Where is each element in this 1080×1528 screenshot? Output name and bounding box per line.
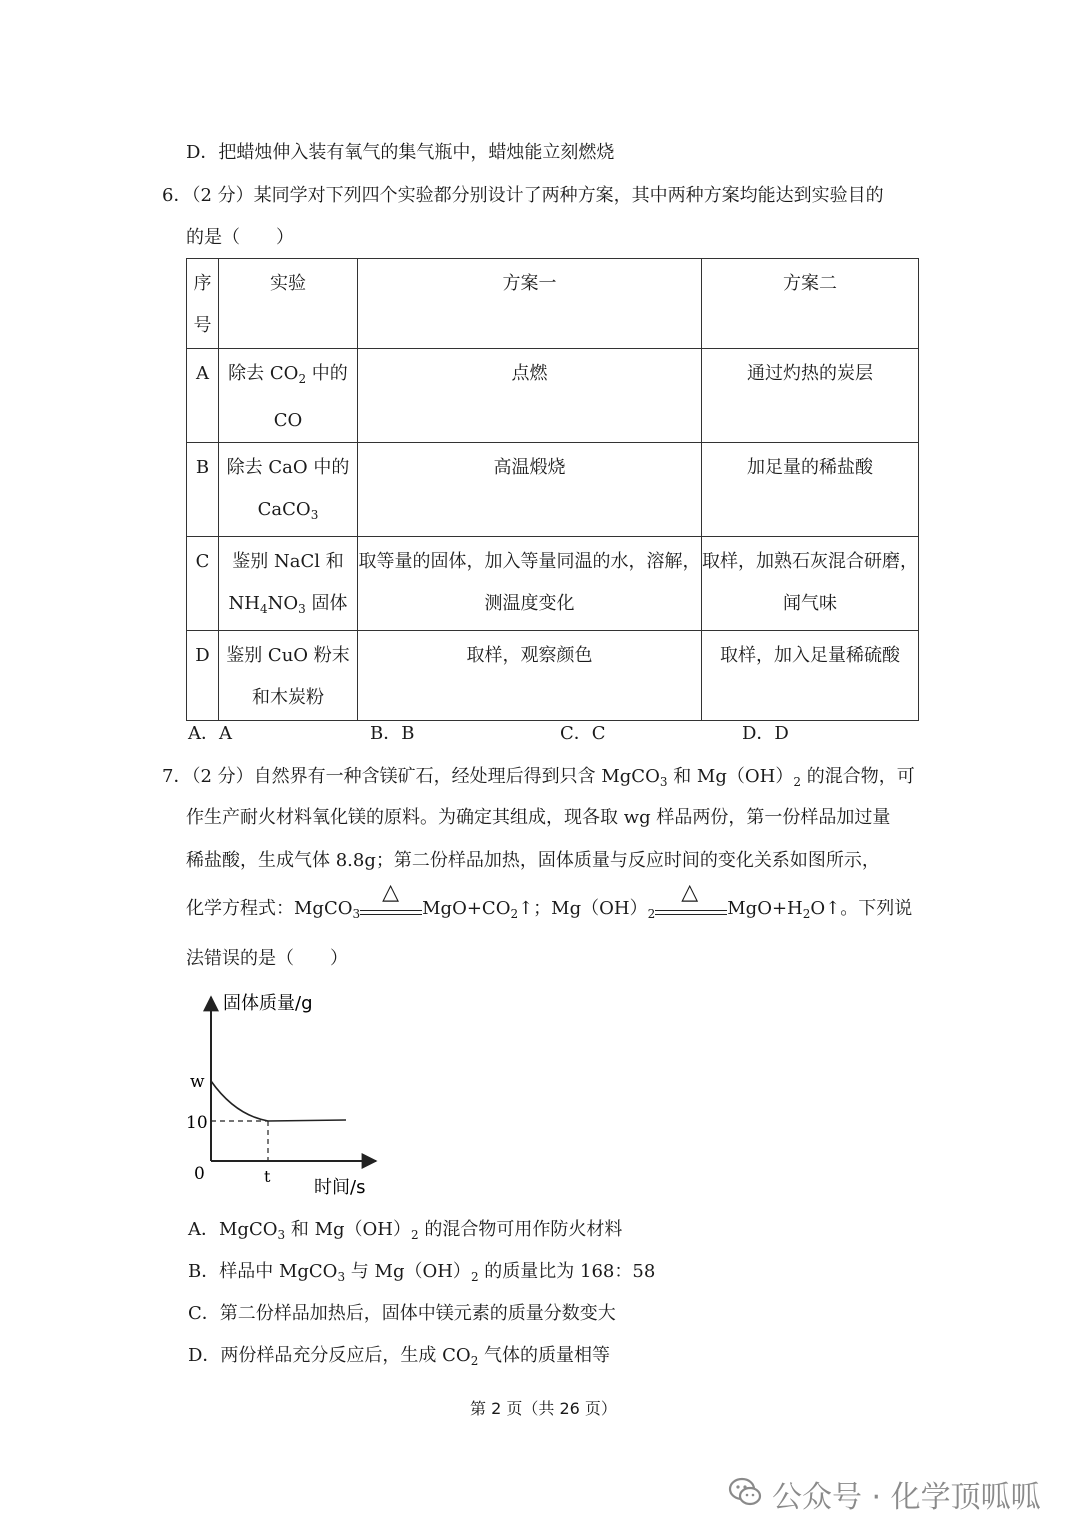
row-a-no-text: A bbox=[196, 363, 209, 384]
row-d-exp bbox=[219, 631, 358, 721]
row-d-exp-line1: 鉴别 CuO 粉末 bbox=[226, 645, 350, 666]
q7-eq-prefix: 化学方程式：MgCO bbox=[186, 898, 353, 919]
heating-condition-sign-2 bbox=[655, 880, 727, 922]
row-d-no-text: D bbox=[195, 645, 210, 666]
row-d-plan1-text: 取样，观察颜色 bbox=[466, 645, 593, 666]
q7-option-a-1: A．MgCO bbox=[188, 1219, 278, 1240]
q7-option-d-2: 气体的质量相等 bbox=[478, 1345, 611, 1366]
row-c-plan1 bbox=[358, 537, 702, 631]
table-row bbox=[187, 349, 919, 443]
q6-answer-a: A．A bbox=[188, 723, 232, 744]
header-plan2-text: 方案二 bbox=[783, 273, 837, 294]
row-a-plan2 bbox=[702, 349, 919, 443]
q7-line2: 作生产耐火材料氧化镁的原料。为确定其组成，现各取 wg 样品两份，第一份样品加过量 bbox=[186, 807, 891, 828]
header-plan2 bbox=[702, 259, 919, 349]
page-footer: 第 2 页（共 26 页） bbox=[470, 1399, 617, 1418]
table-row bbox=[187, 631, 919, 721]
q7-option-a-2: 和 Mg（OH） bbox=[285, 1219, 411, 1240]
row-c-no-text: C bbox=[195, 551, 210, 572]
q6-table bbox=[186, 258, 919, 721]
q7-eq-sub2: 2 bbox=[510, 907, 519, 921]
q7-eq-mid3: MgO+H bbox=[727, 898, 803, 919]
row-b-plan2 bbox=[702, 443, 919, 537]
row-a-plan1 bbox=[358, 349, 702, 443]
y-axis-label: 固体质量/g bbox=[223, 993, 313, 1014]
row-d-exp-line2: 和木炭粉 bbox=[252, 687, 324, 708]
row-c-exp-2c: 固体 bbox=[305, 593, 348, 614]
row-b-exp-2a: CaCO bbox=[257, 499, 311, 520]
header-no bbox=[187, 259, 219, 349]
y-tick-0: 0 bbox=[194, 1164, 205, 1184]
row-c-exp-line2 bbox=[219, 583, 357, 630]
row-a-plan2-text: 通过灼热的炭层 bbox=[747, 363, 873, 384]
heating-condition-sign bbox=[360, 880, 422, 922]
row-c-plan2-line1: 取样，加熟石灰混合研磨， bbox=[702, 551, 918, 572]
q6-stem-line2: 的是（ ） bbox=[186, 227, 294, 248]
row-b-no-text: B bbox=[195, 457, 210, 478]
delta-symbol-2: △ bbox=[681, 880, 699, 905]
row-b-plan2-text: 加足量的稀盐酸 bbox=[747, 457, 873, 478]
eq-line-top-2 bbox=[655, 910, 727, 911]
q7-option-c: C．第二份样品加热后，固体中镁元素的质量分数变大 bbox=[188, 1303, 616, 1324]
row-a-no bbox=[187, 349, 219, 443]
table-row bbox=[187, 537, 919, 631]
q7-eq-mid1: MgO+CO bbox=[422, 898, 511, 919]
q6-answer-b: B．B bbox=[370, 723, 415, 744]
header-plan1-text: 方案一 bbox=[502, 273, 557, 294]
row-c-exp-2sub2: 3 bbox=[298, 602, 306, 616]
q6-answer-d: D．D bbox=[742, 723, 789, 744]
row-c-plan1-line2: 测温度变化 bbox=[484, 593, 575, 614]
q7-line1 bbox=[162, 764, 915, 795]
q7-option-b bbox=[188, 1259, 655, 1290]
q7-eq-end: O↑。下列说 bbox=[810, 898, 913, 919]
eq-line-top bbox=[360, 910, 422, 911]
q7-option-b-3: 的质量比为 168：58 bbox=[478, 1261, 656, 1282]
row-b-plan1-text: 高温煅烧 bbox=[493, 457, 566, 478]
q7-option-d bbox=[188, 1343, 610, 1374]
row-c-no bbox=[187, 537, 219, 631]
q7-option-a-sub: 3 bbox=[277, 1228, 286, 1242]
x-tick-t: t bbox=[264, 1167, 271, 1186]
row-c-exp bbox=[219, 537, 358, 631]
row-a-exp-line2: CO bbox=[273, 410, 303, 431]
row-b-exp-2sub: 3 bbox=[310, 508, 319, 522]
q7-option-b-1: B．样品中 MgCO bbox=[188, 1261, 338, 1282]
row-c-exp-line1: 鉴别 NaCl 和 bbox=[232, 551, 344, 572]
row-a-exp bbox=[219, 349, 358, 443]
row-a-exp-1b: 中的 bbox=[306, 363, 348, 384]
q7-line1-c: 的混合物，可 bbox=[800, 766, 915, 787]
row-b-plan1 bbox=[358, 443, 702, 537]
q7-option-b-sub: 3 bbox=[337, 1270, 346, 1284]
row-b-exp-line1: 除去 CaO 中的 bbox=[226, 457, 350, 478]
q6-stem-line1: 6．（2 分）某同学对下列四个实验都分别设计了两种方案，其中两种方案均能达到实验目的 bbox=[162, 185, 884, 206]
q7-line1-sub: 3 bbox=[659, 775, 668, 789]
row-d-plan1 bbox=[358, 631, 702, 721]
row-c-plan2 bbox=[702, 537, 919, 631]
q7-eq-sub4: 2 bbox=[802, 907, 811, 921]
table-row bbox=[187, 443, 919, 537]
header-no-1: 序 bbox=[193, 273, 212, 294]
q7-option-a-3: 的混合物可用作防火材料 bbox=[418, 1219, 623, 1240]
row-b-no bbox=[187, 443, 219, 537]
q7-line5: 法错误的是（ ） bbox=[186, 948, 348, 969]
row-d-plan2-text: 取样，加入足量稀硫酸 bbox=[720, 645, 900, 666]
row-a-exp-1sub: 2 bbox=[298, 372, 307, 386]
header-plan1 bbox=[358, 259, 702, 349]
q7-line1-sub2: 2 bbox=[793, 775, 801, 789]
y-tick-10: 10 bbox=[186, 1113, 208, 1133]
row-b-exp-line2 bbox=[219, 489, 357, 536]
x-axis-label: 时间/s bbox=[314, 1177, 366, 1198]
row-c-plan2-line2: 闻气味 bbox=[783, 593, 837, 614]
q7-equation-line bbox=[186, 880, 913, 927]
q7-option-a bbox=[188, 1217, 622, 1248]
row-c-exp-2a: NH bbox=[228, 593, 260, 614]
row-d-no bbox=[187, 631, 219, 721]
q7-option-a-sub2: 2 bbox=[410, 1228, 419, 1242]
mass-time-chart bbox=[180, 985, 400, 1200]
row-a-exp-1a: 除去 CO bbox=[228, 363, 299, 384]
row-c-exp-2sub: 4 bbox=[259, 602, 268, 616]
wechat-icon bbox=[728, 1475, 762, 1509]
q7-line3: 稀盐酸，生成气体 8.8g；第二份样品加热，固体质量与反应时间的变化关系如图所示， bbox=[186, 850, 880, 871]
row-d-plan2 bbox=[702, 631, 919, 721]
table-header-row bbox=[187, 259, 919, 349]
mass-curve bbox=[211, 1081, 268, 1121]
mass-plateau bbox=[268, 1120, 346, 1121]
q7-option-b-2: 与 Mg（OH） bbox=[345, 1261, 471, 1282]
q5-option-d: D．把蜡烛伸入装有氧气的集气瓶中，蜡烛能立刻燃烧 bbox=[186, 142, 615, 163]
q7-eq-mid2: ↑；Mg（OH） bbox=[518, 898, 648, 919]
q7-eq-sub1: 3 bbox=[352, 907, 361, 921]
delta-symbol: △ bbox=[382, 880, 400, 905]
watermark-text: 公众号 · 化学顶呱呱 bbox=[772, 1480, 1041, 1515]
header-exp bbox=[219, 259, 358, 349]
eq-line-bottom-2 bbox=[655, 914, 727, 915]
q7-option-d-1: D．两份样品充分反应后，生成 CO bbox=[188, 1345, 471, 1366]
q7-option-b-sub2: 2 bbox=[470, 1270, 479, 1284]
header-no-2: 号 bbox=[193, 315, 212, 336]
eq-line-bottom bbox=[360, 914, 422, 915]
y-tick-w: w bbox=[190, 1072, 205, 1092]
q7-line1-a: 7．（2 分）自然界有一种含镁矿石，经处理后得到只含 MgCO bbox=[162, 766, 660, 787]
q6-answer-c: C．C bbox=[560, 723, 606, 744]
q7-option-d-sub: 2 bbox=[470, 1354, 479, 1368]
row-a-plan1-text: 点燃 bbox=[511, 363, 548, 384]
row-b-exp bbox=[219, 443, 358, 537]
q7-eq-sub3: 2 bbox=[647, 907, 656, 921]
q7-line1-b: 和 Mg（OH） bbox=[667, 766, 794, 787]
row-a-exp-line1 bbox=[219, 353, 357, 400]
row-c-plan1-line1: 取等量的固体，加入等量同温的水，溶解， bbox=[358, 551, 701, 572]
row-c-exp-2b: NO bbox=[267, 593, 299, 614]
header-exp-text: 实验 bbox=[270, 273, 306, 294]
